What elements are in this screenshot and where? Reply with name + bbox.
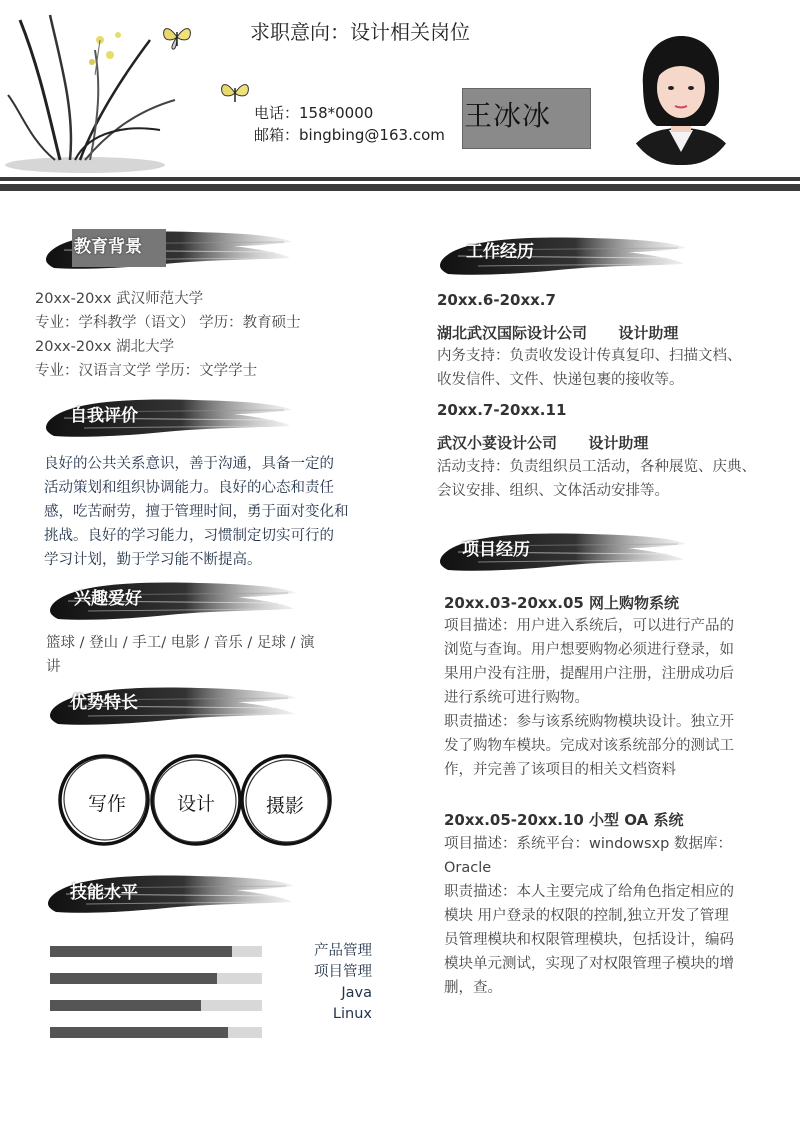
project-description (444, 614, 784, 782)
project-line: 模块单元测试，实现了对权限管理子模块的增 (444, 956, 734, 972)
email: 邮箱：bingbing@163.com (254, 126, 445, 144)
job-company: 武汉小荽设计公司 设计助理 (437, 434, 649, 452)
skill-bar-fill (50, 973, 217, 984)
self-eval-line: 良好的公共关系意识，善于沟通，具备一定的 (44, 456, 334, 472)
skill-bar-fill (50, 946, 232, 957)
education-line: 专业：汉语言文学 学历：文学学士 (35, 363, 258, 379)
section-title-work: 工作经历 (466, 242, 534, 262)
job-period: 20xx.6-20xx.7 (437, 291, 556, 309)
project-line: 模块 用户登录的权限的控制,独立开发了管理 (444, 908, 729, 924)
skill-label: Linux (332, 1006, 372, 1022)
contact-info (254, 102, 445, 146)
strength-label: 摄影 (266, 795, 305, 817)
section-title-self-evaluation: 自我评价 (70, 406, 138, 426)
strength-label: 设计 (177, 793, 216, 815)
header-divider (0, 184, 800, 191)
job-line: 活动支持：负责组织员工活动，各种展览、庆典、 (437, 459, 756, 475)
job-line: 会议安排、组织、文体活动安排等。 (437, 483, 669, 499)
skill-label: 产品管理 (314, 943, 372, 959)
project-line: 项目描述：用户进入系统后，可以进行产品的 (444, 618, 734, 634)
project-line: 果用户没有注册，提醒用户注册，注册成功后 (444, 666, 734, 682)
hobbies-text (46, 631, 366, 679)
education-line: 20xx-20xx 武汉师范大学 (35, 291, 204, 307)
hobbies-line: 篮球 / 登山 / 手工/ 电影 / 音乐 / 足球 / 演 (46, 635, 315, 651)
project-line: 项目描述：系统平台：windowsxp 数据库： (444, 836, 732, 852)
section-title-strengths: 优势特长 (70, 693, 138, 713)
self-eval-line: 活动策划和组织协调能力。良好的心态和责任 (44, 480, 334, 496)
project-line: 作，并完善了该项目的相关文档资料 (444, 762, 676, 778)
job-company: 湖北武汉国际设计公司 设计助理 (437, 324, 679, 342)
header-divider (0, 177, 800, 181)
skill-label: 项目管理 (314, 964, 372, 980)
section-title-education: 教育背景 (74, 237, 142, 257)
project-description (444, 832, 784, 1000)
project-line: 删，查。 (444, 980, 502, 996)
skill-bar-track (50, 973, 262, 984)
hobbies-line: 讲 (46, 659, 61, 675)
education-details (35, 287, 365, 383)
phone: 电话：158*0000 (254, 104, 374, 122)
job-line: 内务支持：负责收发设计传真复印、扫描文档、 (437, 348, 742, 364)
butterfly-icon (218, 78, 252, 108)
skill-label: Java (341, 985, 372, 1001)
job-description (437, 344, 777, 392)
project-line: Oracle (444, 860, 492, 876)
candidate-name: 王冰冰 (464, 99, 552, 132)
skill-bar-fill (50, 1000, 201, 1011)
project-line: 职责描述：参与该系统购物模块设计。独立开 (444, 714, 734, 730)
section-title-projects: 项目经历 (462, 540, 530, 560)
self-eval-line: 学习计划，勤于学习能不断提高。 (44, 552, 262, 568)
job-objective: 求职意向：设计相关岗位 (250, 20, 470, 44)
skill-bar-fill (50, 1027, 228, 1038)
project-line: 发了购物车模块。完成对该系统部分的测试工 (444, 738, 734, 754)
section-title-hobbies: 兴趣爱好 (74, 589, 142, 609)
skill-bar-track (50, 1027, 262, 1038)
self-evaluation-text (44, 452, 384, 572)
self-eval-line: 感，吃苦耐劳，擅于管理时间，勇于面对变化和 (44, 504, 349, 520)
section-title-skills: 技能水平 (70, 883, 138, 903)
project-line: 浏览与查询。用户想要购物必须进行登录，如 (444, 642, 734, 658)
job-description (437, 455, 777, 503)
butterfly-icon (160, 22, 194, 52)
profile-photo (623, 30, 739, 165)
project-line: 职责描述：本人主要完成了给角色指定相应的 (444, 884, 734, 900)
education-line: 20xx-20xx 湖北大学 (35, 339, 175, 355)
job-line: 收发信件、文件、快递包裹的接收等。 (437, 372, 684, 388)
project-line: 员管理模块和权限管理模块，包括设计，编码 (444, 932, 734, 948)
skill-bar-track (50, 946, 262, 957)
project-heading: 20xx.05-20xx.10 小型 OA 系统 (444, 811, 684, 829)
skill-labels (252, 941, 372, 1025)
education-line: 专业：学科教学（语文） 学历：教育硕士 (35, 315, 301, 331)
self-eval-line: 挑战。良好的学习能力，习惯制定切实可行的 (44, 528, 334, 544)
project-line: 进行系统可进行购物。 (444, 690, 589, 706)
job-period: 20xx.7-20xx.11 (437, 401, 567, 419)
skill-bar-track (50, 1000, 262, 1011)
project-heading: 20xx.03-20xx.05 网上购物系统 (444, 594, 680, 612)
strength-label: 写作 (88, 793, 127, 815)
